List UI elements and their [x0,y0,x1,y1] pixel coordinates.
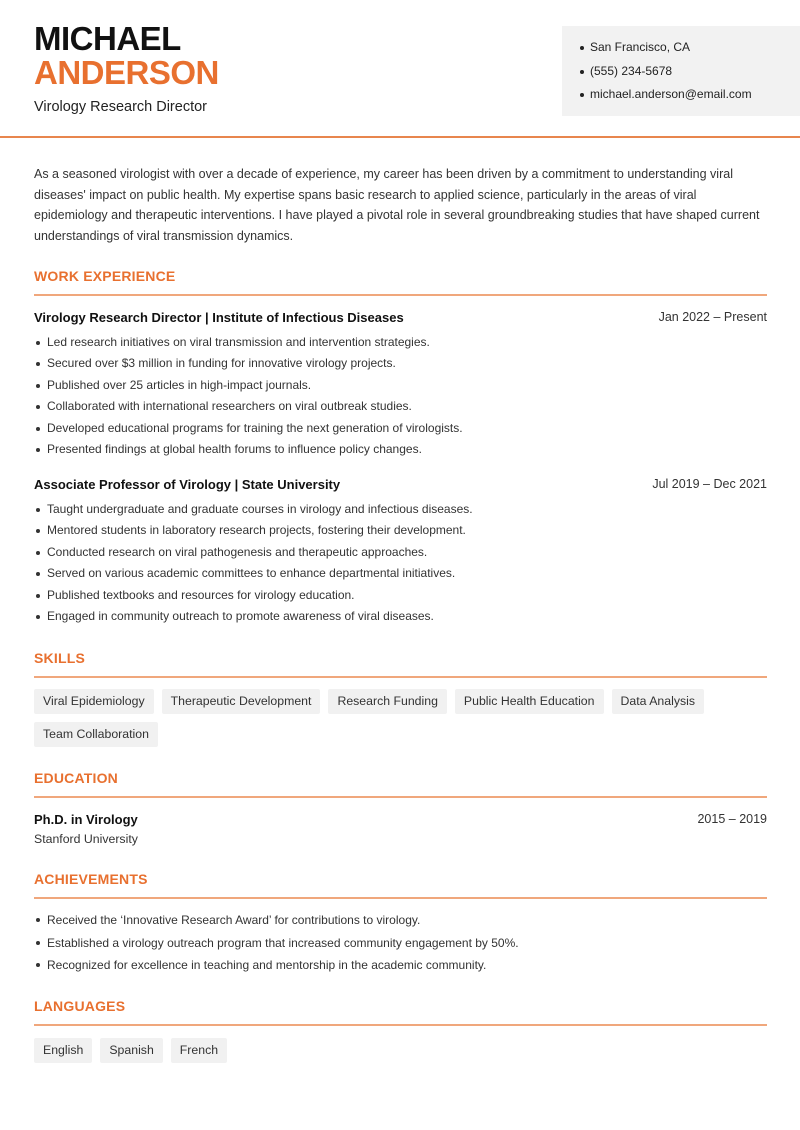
list-item: Engaged in community outreach to promote awareness of viral diseases. [34,606,767,627]
education-school: Stanford University [34,832,138,846]
section-divider [34,897,767,899]
list-item: Conducted research on viral pathogenesis and therapeutic approaches. [34,542,767,563]
section-divider [34,676,767,678]
contact-location: San Francisco, CA [580,36,800,60]
contact-panel [562,26,800,116]
candidate-name [34,22,219,90]
skill-tag: Research Funding [328,689,446,714]
skill-tag: Team Collaboration [34,722,158,747]
list-item: Taught undergraduate and graduate courses in virology and infectious diseases. [34,499,767,520]
list-item: Led research initiatives on viral transmission and intervention strategies. [34,332,767,353]
job-dates: Jan 2022 – Present [658,310,767,324]
language-tag: English [34,1038,92,1063]
list-item: Recognized for excellence in teaching and mentorship in the academic community. [34,954,767,977]
education-degree: Ph.D. in Virology [34,812,138,827]
list-item: Mentored students in laboratory research projects, fostering their development. [34,520,767,541]
job-header [34,310,767,325]
job-title-company: Associate Professor of Virology | State University [34,477,341,492]
skill-tag: Data Analysis [612,689,705,714]
language-tag: Spanish [100,1038,162,1063]
job-title-company: Virology Research Director | Institute of Infectious Diseases [34,310,404,325]
job-bullets [34,499,767,627]
list-item: Published over 25 articles in high-impact journals. [34,375,767,396]
job-bullets [34,332,767,460]
education-dates: 2015 – 2019 [697,812,767,826]
list-item: Established a virology outreach program that increased community engagement by 50%. [34,932,767,955]
language-tags [34,1038,774,1063]
summary-paragraph: As a seasoned virologist with over a decade of experience, my career has been driven by a commitment to understanding viral diseases' impact on public health. My expertise spans basic research to applied science, particularly in the areas of viral epidemiology and therapeutic interventions. I have played a pivotal role in several groundbreaking studies that have shaped current understandings of viral transmission dynamics. [34,167,760,243]
job-dates: Jul 2019 – Dec 2021 [652,477,767,491]
job-header [34,477,767,492]
skill-tag: Therapeutic Development [162,689,321,714]
contact-email: michael.anderson@email.com [580,83,800,107]
list-item: Developed educational programs for training the next generation of virologists. [34,418,767,439]
last-name: ANDERSON [34,54,219,91]
list-item: Presented findings at global health forums to influence policy changes. [34,439,767,460]
section-title-achievements: ACHIEVEMENTS [34,871,148,887]
skill-tag: Public Health Education [455,689,604,714]
section-divider [34,294,767,296]
section-title-skills: SKILLS [34,650,85,666]
resume-header [0,0,800,138]
skills-tags [34,689,774,747]
list-item: Secured over $3 million in funding for innovative virology projects. [34,353,767,374]
section-title-work: WORK EXPERIENCE [34,268,176,284]
achievement-bullets [34,909,767,977]
job-title: Virology Research Director [34,99,207,115]
section-title-languages: LANGUAGES [34,998,126,1014]
section-divider [34,1024,767,1026]
list-item: Served on various academic committees to enhance departmental initiatives. [34,563,767,584]
list-item: Received the ‘Innovative Research Award’ for contributions to virology. [34,909,767,932]
section-divider [34,796,767,798]
list-item: Published textbooks and resources for virology education. [34,585,767,606]
skill-tag: Viral Epidemiology [34,689,154,714]
list-item: Collaborated with international researchers on viral outbreak studies. [34,396,767,417]
first-name: MICHAEL [34,20,181,57]
language-tag: French [171,1038,227,1063]
section-title-education: EDUCATION [34,770,118,786]
contact-phone: (555) 234-5678 [580,60,800,84]
